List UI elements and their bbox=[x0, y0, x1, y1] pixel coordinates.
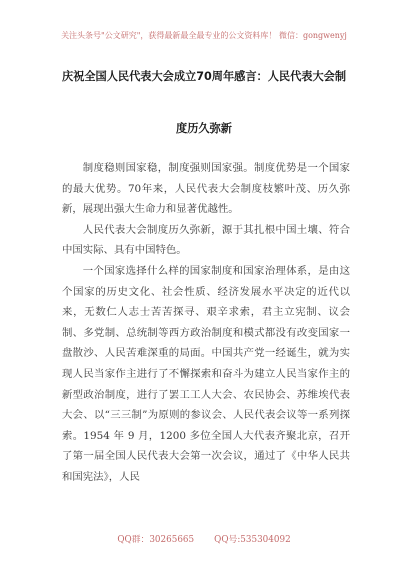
document-title-line-2: 度历久弥新 bbox=[176, 122, 232, 135]
document-body bbox=[62, 158, 350, 488]
header-banner: 关注头条号"公文研究"，获得最新最全最专业的公文资料库！ 微信：gongwenyj bbox=[61, 31, 347, 40]
footer-qq-number: QQ号:535304092 bbox=[214, 535, 291, 545]
body-paragraph-3: 一个国家选择什么样的国家制度和国家治理体系，是由这个国家的历史文化、社会性质、经济发展水平决定的近代以来，无数仁人志士苦苦探寻、艰辛求索，君主立宪制、议会制、多党制、总统制等西方政治制度和模式都没有改变国家一盘散沙、人民苦难深重的局面。中国共产党一经诞生，就为实现人民当家作主进行了不懈探索和奋斗为建立人民当家作主的新型政治制度，进行了罢工工人大会、农民协会、苏维埃代表大会、以“三三制”为原则的参议会、人民代表会议等一系列探索。1954 年 9 月，1200 多位全国人大代表齐聚北京，召开了第一届全国人民代表大会第一次会议，通过了《中华人民共和国宪法》，人民 bbox=[62, 264, 350, 483]
body-paragraph-1: 制度稳则国家稳，制度强则国家强。制度优势是一个国家的最大优势。70年来，人民代表大会制度枝繁叶茂、历久弥新，展现出强大生命力和显著优越性。 bbox=[62, 162, 350, 216]
body-paragraph-2: 人民代表大会制度历久弥新，源于其扎根中国土壤、符合中国实际、具有中国特色。 bbox=[62, 223, 350, 257]
footer-contact bbox=[0, 532, 408, 545]
footer-qq-group: QQ群：30265665 bbox=[117, 535, 195, 545]
document-title-line-1: 庆祝全国人民代表大会成立70周年感言：人民代表大会制 bbox=[61, 70, 347, 83]
